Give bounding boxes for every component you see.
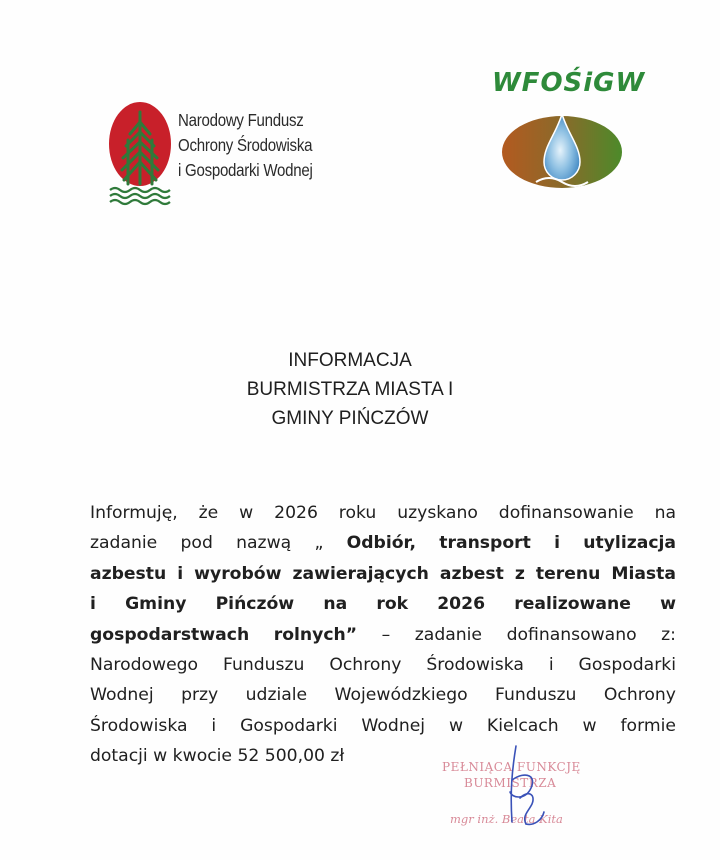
word: pod xyxy=(180,533,213,554)
word: w xyxy=(582,715,597,736)
word: że xyxy=(198,503,219,523)
word: Informuję, xyxy=(90,503,178,523)
word: w xyxy=(448,715,464,736)
bold-word: rok xyxy=(376,594,409,615)
bold-word: i xyxy=(90,594,96,615)
signature-icon xyxy=(482,740,562,830)
body-line xyxy=(90,680,676,710)
bold-word: azbest xyxy=(439,563,504,584)
bold-word: zawierających xyxy=(292,563,429,584)
word: w xyxy=(239,503,254,523)
heading-line: INFORMACJA xyxy=(288,350,412,371)
word: Środowiska xyxy=(90,715,188,736)
word: nazwą xyxy=(236,533,292,554)
word: i xyxy=(211,715,217,736)
word: z: xyxy=(661,624,676,645)
word: i xyxy=(548,655,554,676)
word: Środowiska xyxy=(426,655,524,676)
word: Funduszu xyxy=(495,685,577,706)
bold-word: realizowane xyxy=(514,594,631,615)
bold-word: rolnych” xyxy=(273,624,358,645)
bold-word: w xyxy=(660,594,676,615)
nfosigw-logo-line: Ochrony Środowiska xyxy=(178,135,313,155)
word: formie xyxy=(620,715,676,736)
stamp-line: BURMISTRZA xyxy=(464,776,557,790)
bold-word: i xyxy=(554,533,561,554)
nfosigw-logo-line: i Gospodarki Wodnej xyxy=(178,160,313,180)
word: – xyxy=(381,624,391,645)
bold-word: na xyxy=(323,594,348,615)
word: Wodnej xyxy=(90,685,154,706)
bold-word: azbestu xyxy=(90,563,167,584)
water-drop-icon xyxy=(500,110,624,190)
bold-word: Miasta xyxy=(611,563,676,584)
body-line xyxy=(90,620,676,650)
word: Wodnej xyxy=(361,715,426,736)
body-line xyxy=(90,528,676,558)
word: przy xyxy=(181,685,219,706)
word: 2026 xyxy=(274,503,318,523)
word: uzyskano xyxy=(397,503,478,523)
nfosigw-emblem-icon xyxy=(108,100,172,206)
stamp-line: PEŁNIĄCA FUNKCJĘ xyxy=(442,760,581,774)
word: udziale xyxy=(245,685,308,706)
word: Narodowego xyxy=(90,655,199,676)
word: zadanie xyxy=(90,533,158,554)
heading-line: BURMISTRZA MIASTA I xyxy=(246,379,454,400)
bold-word: utylizacja xyxy=(583,533,676,554)
announcement-body xyxy=(90,498,676,772)
body-line xyxy=(90,711,676,741)
word: Wojewódzkiego xyxy=(334,685,468,706)
word: dofinansowanie xyxy=(498,503,634,523)
word: zadanie xyxy=(414,624,483,645)
bold-word: terenu xyxy=(535,563,601,584)
bold-word: transport xyxy=(439,533,531,554)
wfosigw-logo-text: WFOŚiGW xyxy=(492,68,646,98)
grant-amount-text: dotacji w kwocie 52 500,00 zł xyxy=(90,746,345,767)
document-heading xyxy=(200,346,500,433)
word: roku xyxy=(338,503,377,523)
bold-word: Pińczów xyxy=(215,594,295,615)
heading-line: GMINY PIŃCZÓW xyxy=(271,408,429,429)
body-line xyxy=(90,589,676,619)
word: Kielcach xyxy=(486,715,559,736)
word: „ xyxy=(314,533,324,554)
word: Funduszu xyxy=(223,655,305,676)
body-line xyxy=(90,650,676,680)
word: Gospodarki xyxy=(578,655,676,676)
body-line xyxy=(90,559,676,589)
word: na xyxy=(654,503,676,523)
nfosigw-logo-text xyxy=(178,108,313,183)
bold-word: gospodarstwach xyxy=(90,624,250,645)
word: dofinansowano xyxy=(506,624,637,645)
bold-word: Odbiór, xyxy=(346,533,417,554)
bold-word: i xyxy=(177,563,184,584)
word: Gospodarki xyxy=(240,715,338,736)
body-line xyxy=(90,498,676,528)
word: Ochrony xyxy=(603,685,676,706)
bold-word: 2026 xyxy=(437,594,486,615)
bold-word: z xyxy=(514,563,525,584)
stamp-signatory: mgr inż. Beata Kita xyxy=(450,812,563,826)
word: Ochrony xyxy=(329,655,402,676)
nfosigw-logo-line: Narodowy Fundusz xyxy=(178,110,304,130)
wfosigw-logo xyxy=(488,62,648,192)
bold-word: wyrobów xyxy=(194,563,282,584)
nfosigw-logo xyxy=(108,100,338,210)
bold-word: Gminy xyxy=(125,594,187,615)
